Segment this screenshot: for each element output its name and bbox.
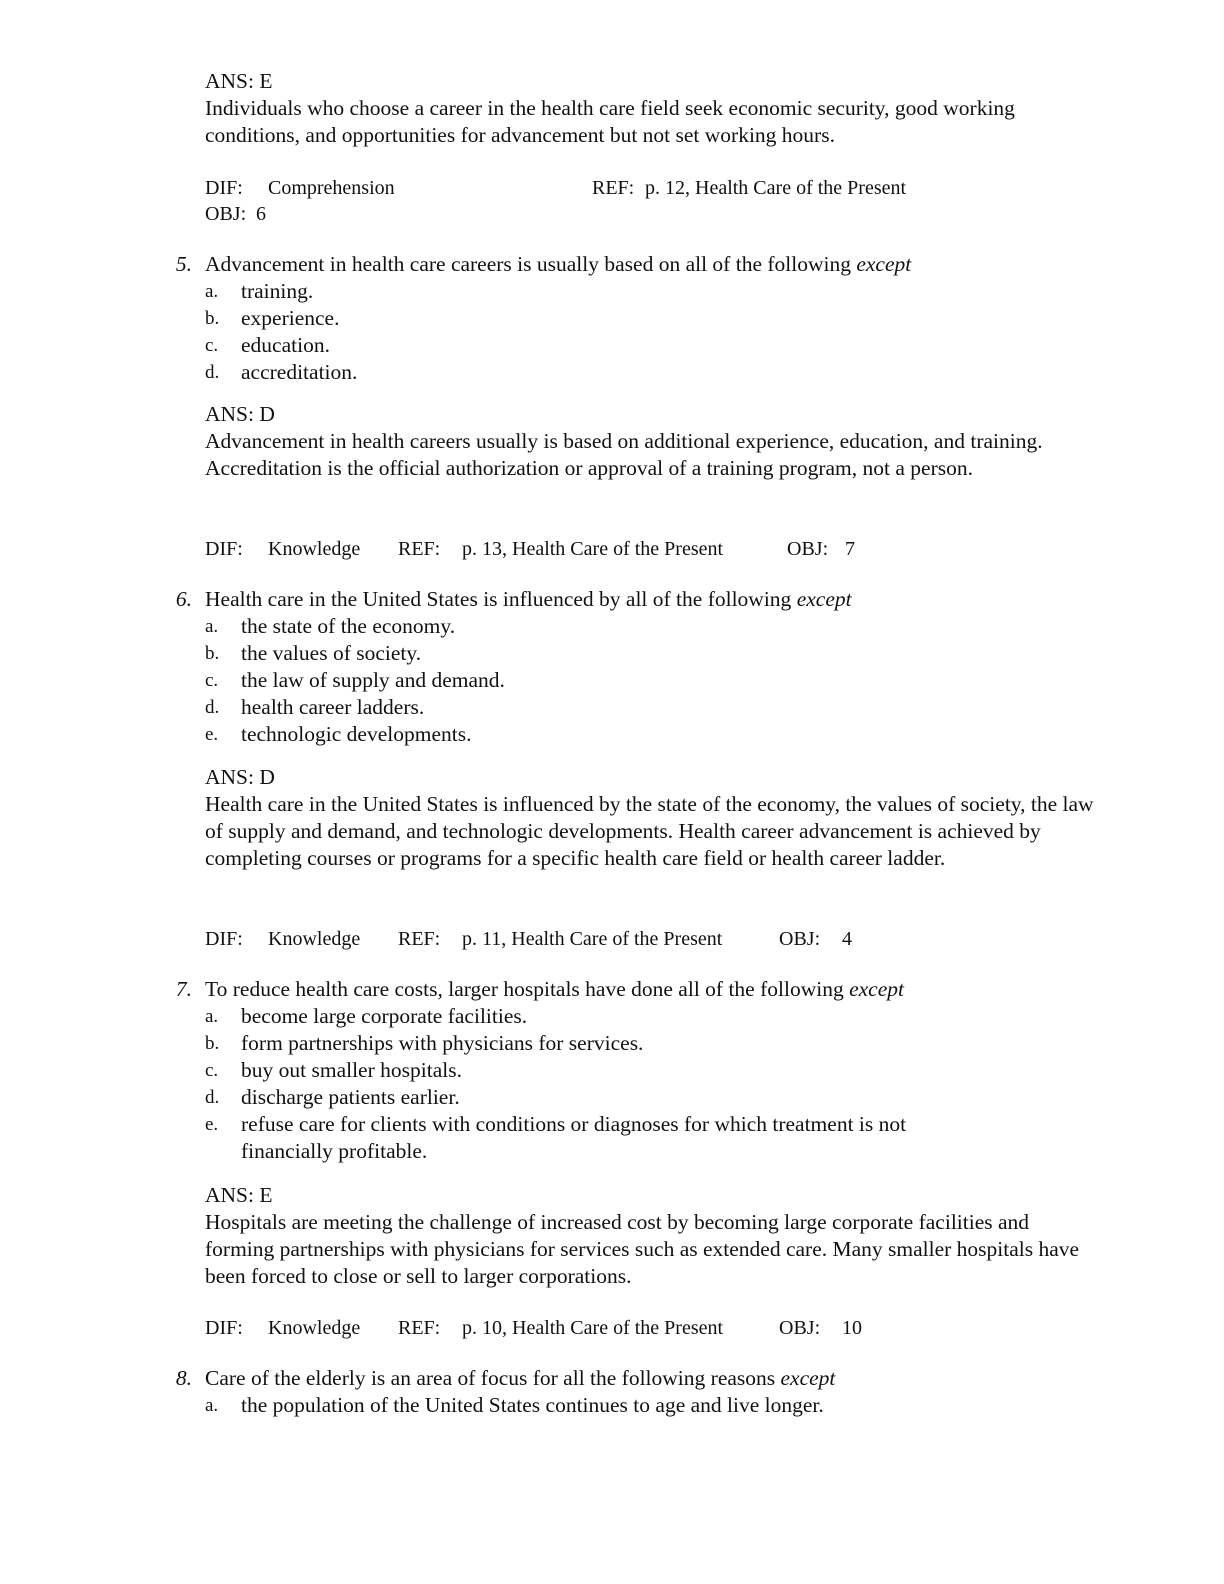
document-page: ANS: E Individuals who choose a career in the health care field seek economic security, good working conditions, and opportunities for advancement but not set working hours. DIF: Comprehension REF: p. 12, Health Care of the Present OBJ: 6 5. Advancement in health care careers is usually based on all of the following except a. training. b. experience. c. education. d. accreditation. ANS: D Advancement in health careers usually is based on additional experience, education, and training. Accreditation is the official authorization or approval of a training program, not a person. DIF: Knowledge REF: p. 13, Health Care of the Present OBJ: 7 6. Health care in the United States is influenced by all of the following except a. the state of the economy. b. the values of society. c. the law of supply and demand. d. health career ladders. e. technologic developments. ANS: D Health care in the United States is influenced by the state of the economy, the values of society, the law of supply and demand, and technologic developments. Health career advancement is achieved by completing courses or programs for a specific health care field or health career ladder. DIF: Knowledge REF: p. 11, Health Care of the Present OBJ: 4 7. To reduce health care costs, larger hospitals have done all of the following except a. become large corporate facilities. b. form partnerships with physicians for services. c. buy out smaller hospitals. d. discharge patients earlier. e. refuse care for clients with conditions or diagnoses for which treatment is not financially profitable. ANS: E Hospitals are meeting the challenge of increased cost by becoming large corporate facilities and forming partnerships with physicians for services such as extended care. Many smaller hospitals have been forced to close or sell to larger corporations. DIF: Knowledge REF: p. 10, Health Care of the Present OBJ: 10 8. Care of the elderly is an area of focus for all the following reasons except a. the population of the United States continues to age and live longer. xyxy=(0,0,1224,1584)
obj-value: 6 xyxy=(256,203,266,225)
ref-value: p. 11, Health Care of the Present xyxy=(462,928,723,950)
obj-value: 10 xyxy=(842,1317,862,1339)
ref-label: REF: xyxy=(592,177,635,199)
ref-label: REF: xyxy=(398,538,441,560)
dif-label: DIF: xyxy=(205,177,243,199)
question-number: 7. xyxy=(175,977,192,1001)
dif-value: Comprehension xyxy=(268,177,395,199)
answer-rationale: Health care in the United States is influenced by the state of the economy, the values of society, the law of supply and demand, and technologic developments. Health career advancement is achieved by completing courses or programs for a specific health care field or health career ladder. xyxy=(205,792,1094,870)
question-number: 6. xyxy=(175,587,192,611)
dif-label: DIF: xyxy=(205,928,243,950)
ref-label: REF: xyxy=(398,928,441,950)
ref-value: p. 13, Health Care of the Present xyxy=(462,538,724,560)
obj-value: 7 xyxy=(845,538,855,560)
answer-block-q5 xyxy=(205,401,1075,482)
answer-key: ANS: E xyxy=(205,1183,273,1207)
question-number: 5. xyxy=(175,252,192,276)
obj-label: OBJ: xyxy=(205,203,247,225)
question-stem: Advancement in health care careers is usually based on all of the following except xyxy=(205,252,912,276)
answer-block-q6 xyxy=(205,764,1105,872)
question-number: 8. xyxy=(175,1366,192,1390)
obj-label: OBJ: xyxy=(779,1317,821,1339)
answer-key: ANS: D xyxy=(205,402,275,426)
answer-block-q7 xyxy=(205,1182,1095,1290)
question-stem: To reduce health care costs, larger hospitals have done all of the following except xyxy=(205,977,904,1001)
dif-label: DIF: xyxy=(205,1317,243,1339)
dif-value: Knowledge xyxy=(268,538,361,560)
answer-key: ANS: D xyxy=(205,765,275,789)
answer-rationale: Hospitals are meeting the challenge of increased cost by becoming large corporate facilities and forming partnerships with physicians for services such as extended care. Many smaller hospitals have been forced to close or sell to larger corporations. xyxy=(205,1210,1080,1288)
stem-emphasis: except xyxy=(780,1366,836,1390)
dif-label: DIF: xyxy=(205,538,243,560)
stem-emphasis: except xyxy=(796,587,852,611)
dif-value: Knowledge xyxy=(268,928,361,950)
obj-label: OBJ: xyxy=(787,538,829,560)
question-stem: Care of the elderly is an area of focus for all the following reasons except xyxy=(205,1366,836,1390)
answer-rationale: Individuals who choose a career in the health care field seek economic security, good working conditions, and opportunities for advancement but not set working hours. xyxy=(205,96,1015,147)
ref-value: p. 10, Health Care of the Present xyxy=(462,1317,724,1339)
answer-key: ANS: E xyxy=(205,69,273,93)
obj-label: OBJ: xyxy=(779,928,821,950)
dif-value: Knowledge xyxy=(268,1317,361,1339)
stem-emphasis: except xyxy=(856,252,912,276)
obj-value: 4 xyxy=(842,928,852,950)
answer-rationale: Advancement in health careers usually is based on additional experience, education, and training. Accreditation is the official authorization or approval of a training program, not a person. xyxy=(205,429,1043,480)
stem-emphasis: except xyxy=(849,977,904,1001)
question-stem: Health care in the United States is influenced by all of the following except xyxy=(205,587,852,611)
ref-value: p. 12, Health Care of the Present xyxy=(645,177,907,199)
ref-label: REF: xyxy=(398,1317,441,1339)
answer-block-q4 xyxy=(205,68,1105,149)
